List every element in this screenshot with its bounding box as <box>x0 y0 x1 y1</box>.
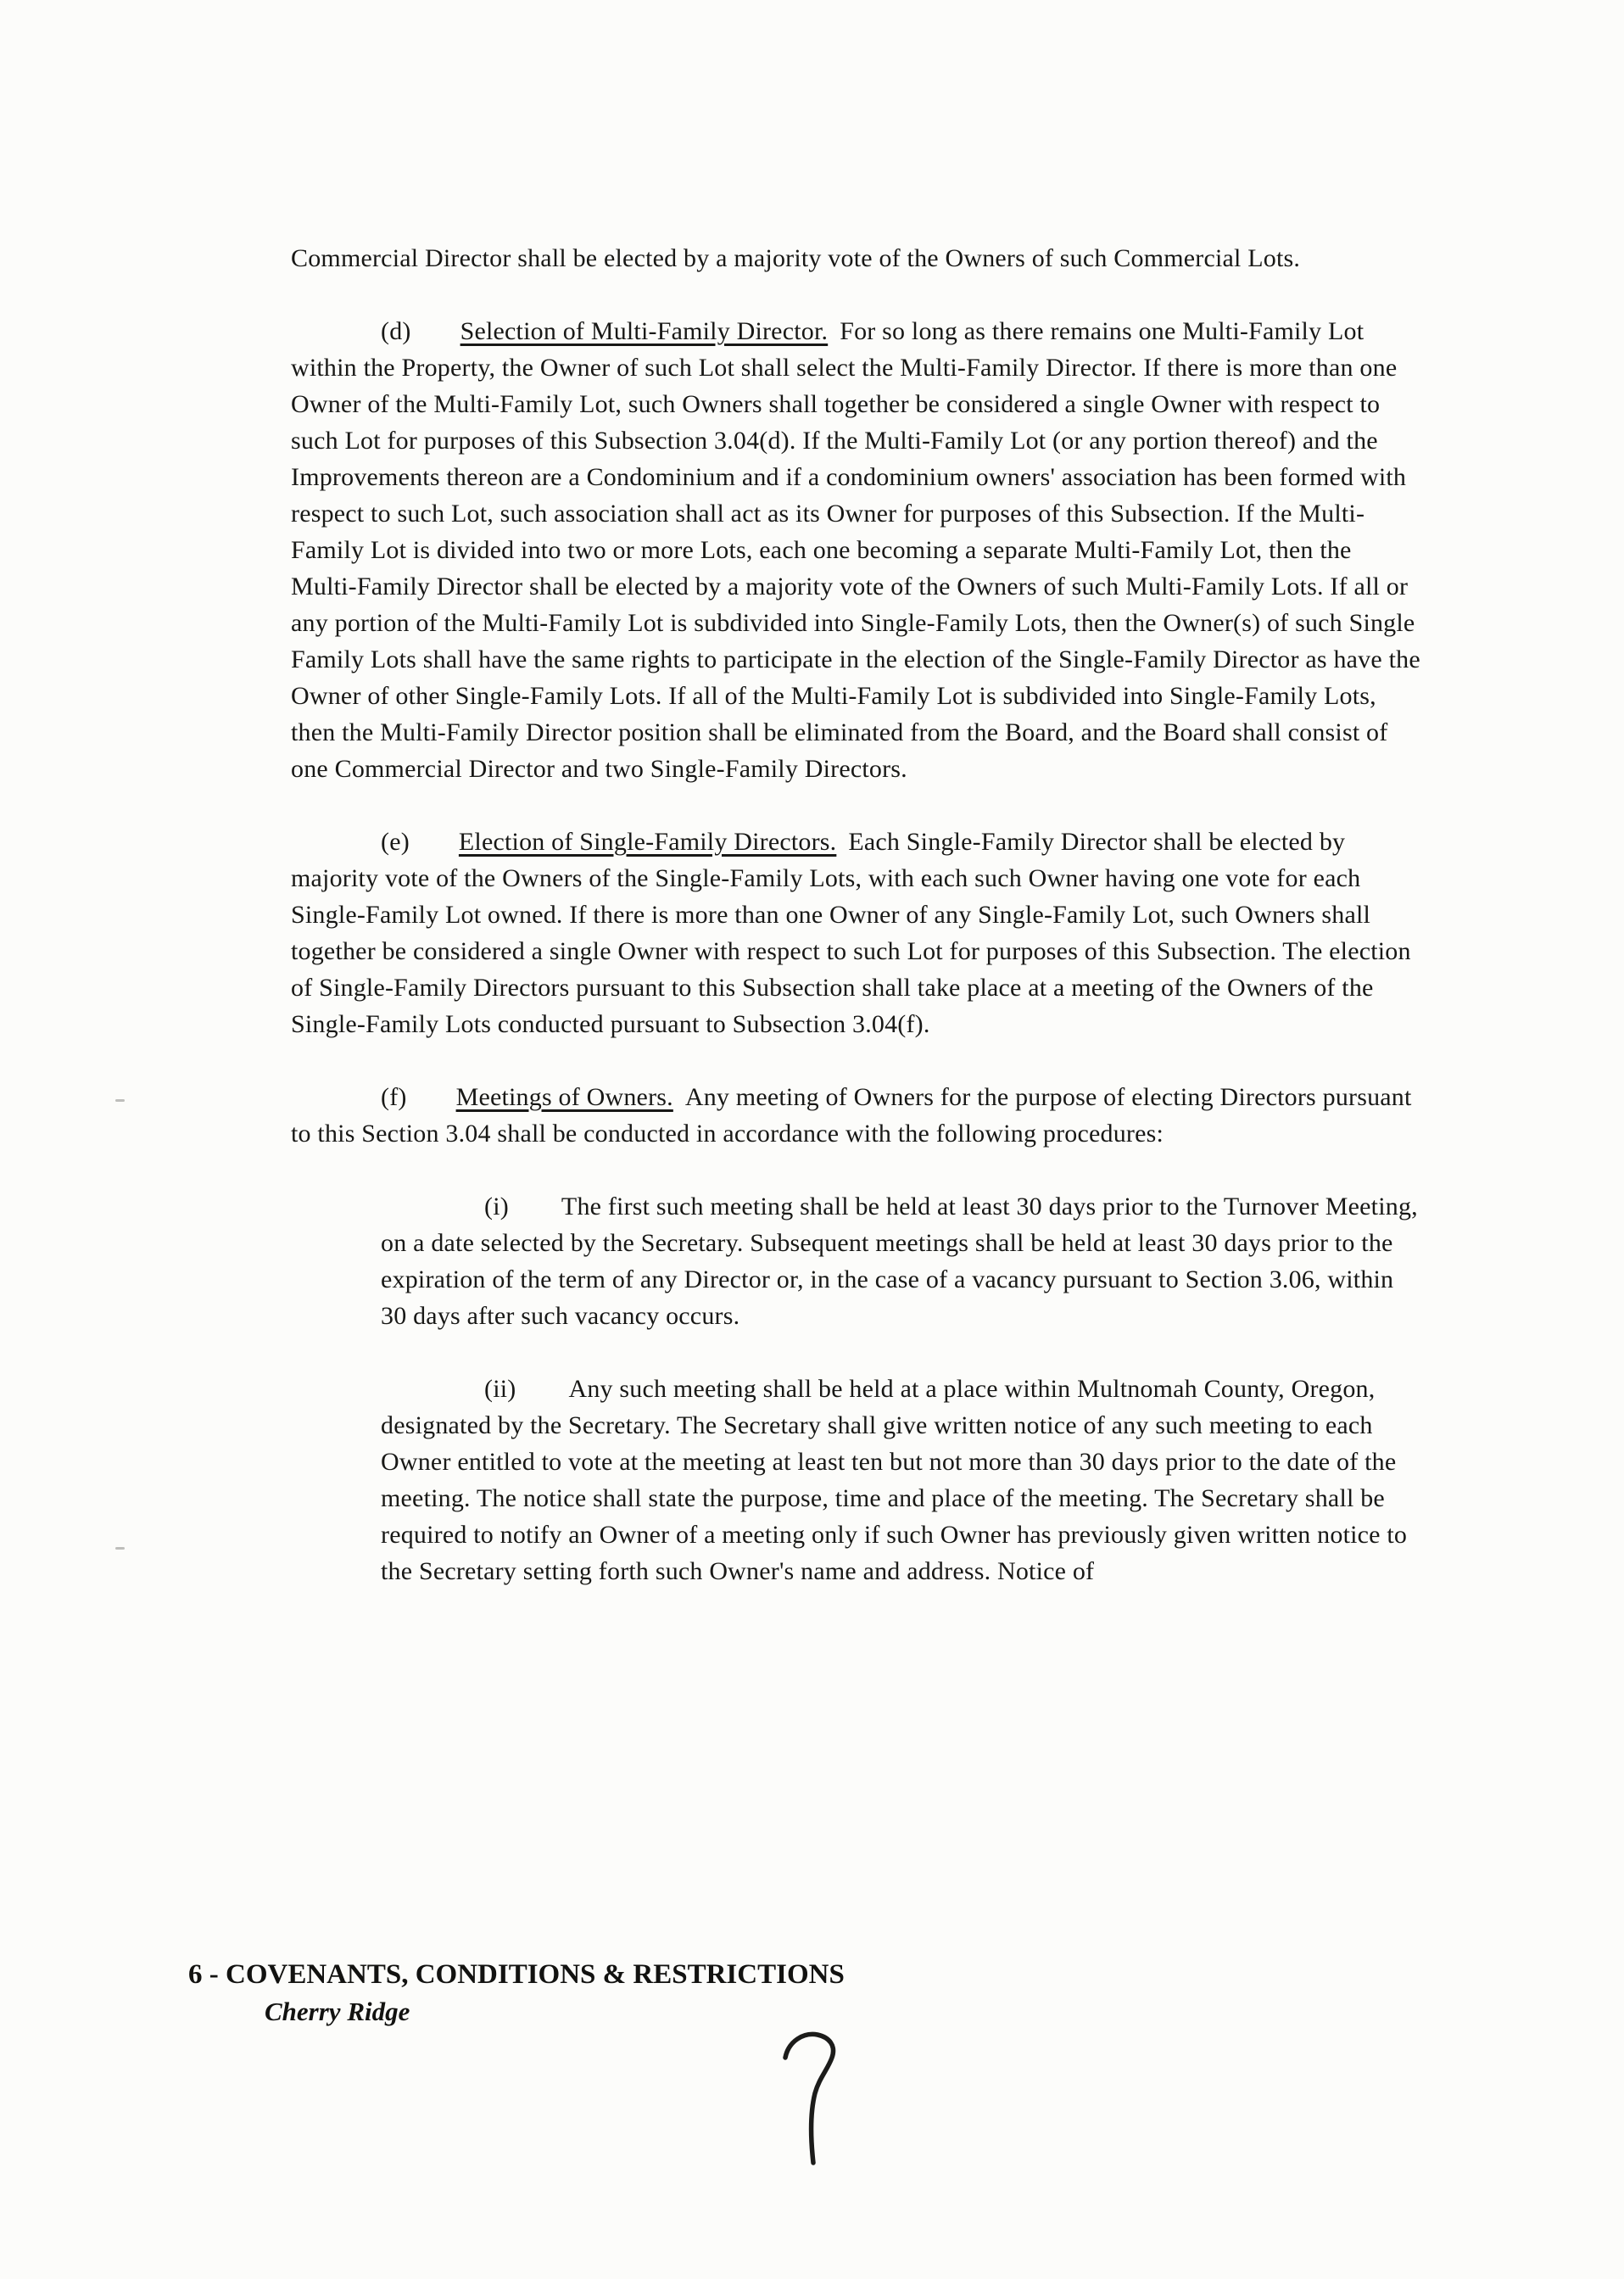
page-footer <box>188 1956 845 2030</box>
subsection-i-body: The first such meeting shall be held at least 30 days prior to the Turnover Meeting, on a date selected by the Secretary. Subsequent meetings shall be held at least 30 days prior to the expiration of the term of any Director or, in the case of a vacancy pursuant to Section 3.06, within 30 days after such vacancy occurs. <box>381 1193 1418 1330</box>
section-d-heading: Selection of Multi-Family Director. <box>460 317 829 345</box>
section-e-label: (e) <box>381 828 410 856</box>
section-f <box>291 1079 1423 1152</box>
subsection-ii-label: (ii) <box>484 1375 516 1403</box>
footer-subdivision-name: Cherry Ridge <box>265 1997 410 2026</box>
section-e-heading: Election of Single-Family Directors. <box>458 828 837 856</box>
section-f-heading: Meetings of Owners. <box>455 1083 673 1111</box>
section-f-label: (f) <box>381 1083 407 1111</box>
section-e <box>291 824 1423 1042</box>
handwritten-page-number-7 <box>779 2029 841 2171</box>
section-e-body: Each Single-Family Director shall be elected by majority vote of the Owners of the Single-Family Lots, with each such Owner having one vote for each Single-Family Lot owned. If there is more than one Owner of any Single-Family Lot, such Owners shall together be considered a single Owner with respect to such Lot for purposes of this Subsection. The election of Single-Family Directors pursuant to this Subsection shall take place at a meeting of the Owners of the Single-Family Lots conducted pursuant to Subsection 3.04(f). <box>291 828 1411 1038</box>
section-d-label: (d) <box>381 317 411 345</box>
subsection-i-label: (i) <box>484 1193 509 1220</box>
section-d-body: For so long as there remains one Multi-Family Lot within the Property, the Owner of such Lot shall select the Multi-Family Director. If there is more than one Owner of the Multi-Family Lot, such Owners shall together be considered a single Owner with respect to such Lot for purposes of this Subsection 3.04(d). If the Multi-Family Lot (or any portion thereof) and the Improvements thereon are a Condominium and if a condominium owners' association has been formed with respect to such Lot, such association shall act as its Owner for purposes of this Subsection. If the Multi-Family Lot is divided into two or more Lots, each one becoming a separate Multi-Family Lot, then the Multi-Family Director shall be elected by a majority vote of the Owners of such Multi-Family Lots. If all or any portion of the Multi-Family Lot is subdivided into Single-Family Lots, then the Owner(s) of such Single Family Lots shall have the same rights to participate in the election of the Single-Family Director as have the Owner of other Single-Family Lots. If all of the Multi-Family Lot is subdivided into Single-Family Lots, then the Multi-Family Director position shall be eliminated from the Board, and the Board shall consist of one Commercial Director and two Single-Family Directors. <box>291 317 1420 783</box>
section-d <box>291 313 1423 787</box>
subsection-ii <box>381 1371 1423 1589</box>
scan-artifact <box>115 1099 125 1102</box>
subsection-ii-body: Any such meeting shall be held at a place within Multnomah County, Oregon, designated by the Secretary. The Secretary shall give written notice of any such meeting to each Owner entitled to vote at the meeting at least ten but not more than 30 days prior to the date of the meeting. The notice shall state the purpose, time and place of the meeting. The Secretary shall be required to notify an Owner of a meeting only if such Owner has previously given written notice to the Secretary setting forth such Owner's name and address. Notice of <box>381 1375 1408 1585</box>
subsection-i <box>381 1188 1423 1334</box>
footer-document-title: 6 - COVENANTS, CONDITIONS & RESTRICTIONS <box>188 1959 845 1990</box>
section-f-body: Any meeting of Owners for the purpose of electing Directors pursuant to this Section 3.04 shall be conducted in accordance with the following procedures: <box>291 1083 1412 1148</box>
scan-artifact <box>115 1547 125 1550</box>
document-content <box>291 240 1423 1626</box>
paragraph-intro: Commercial Director shall be elected by a majority vote of the Owners of such Commercial Lots. <box>291 244 1301 272</box>
